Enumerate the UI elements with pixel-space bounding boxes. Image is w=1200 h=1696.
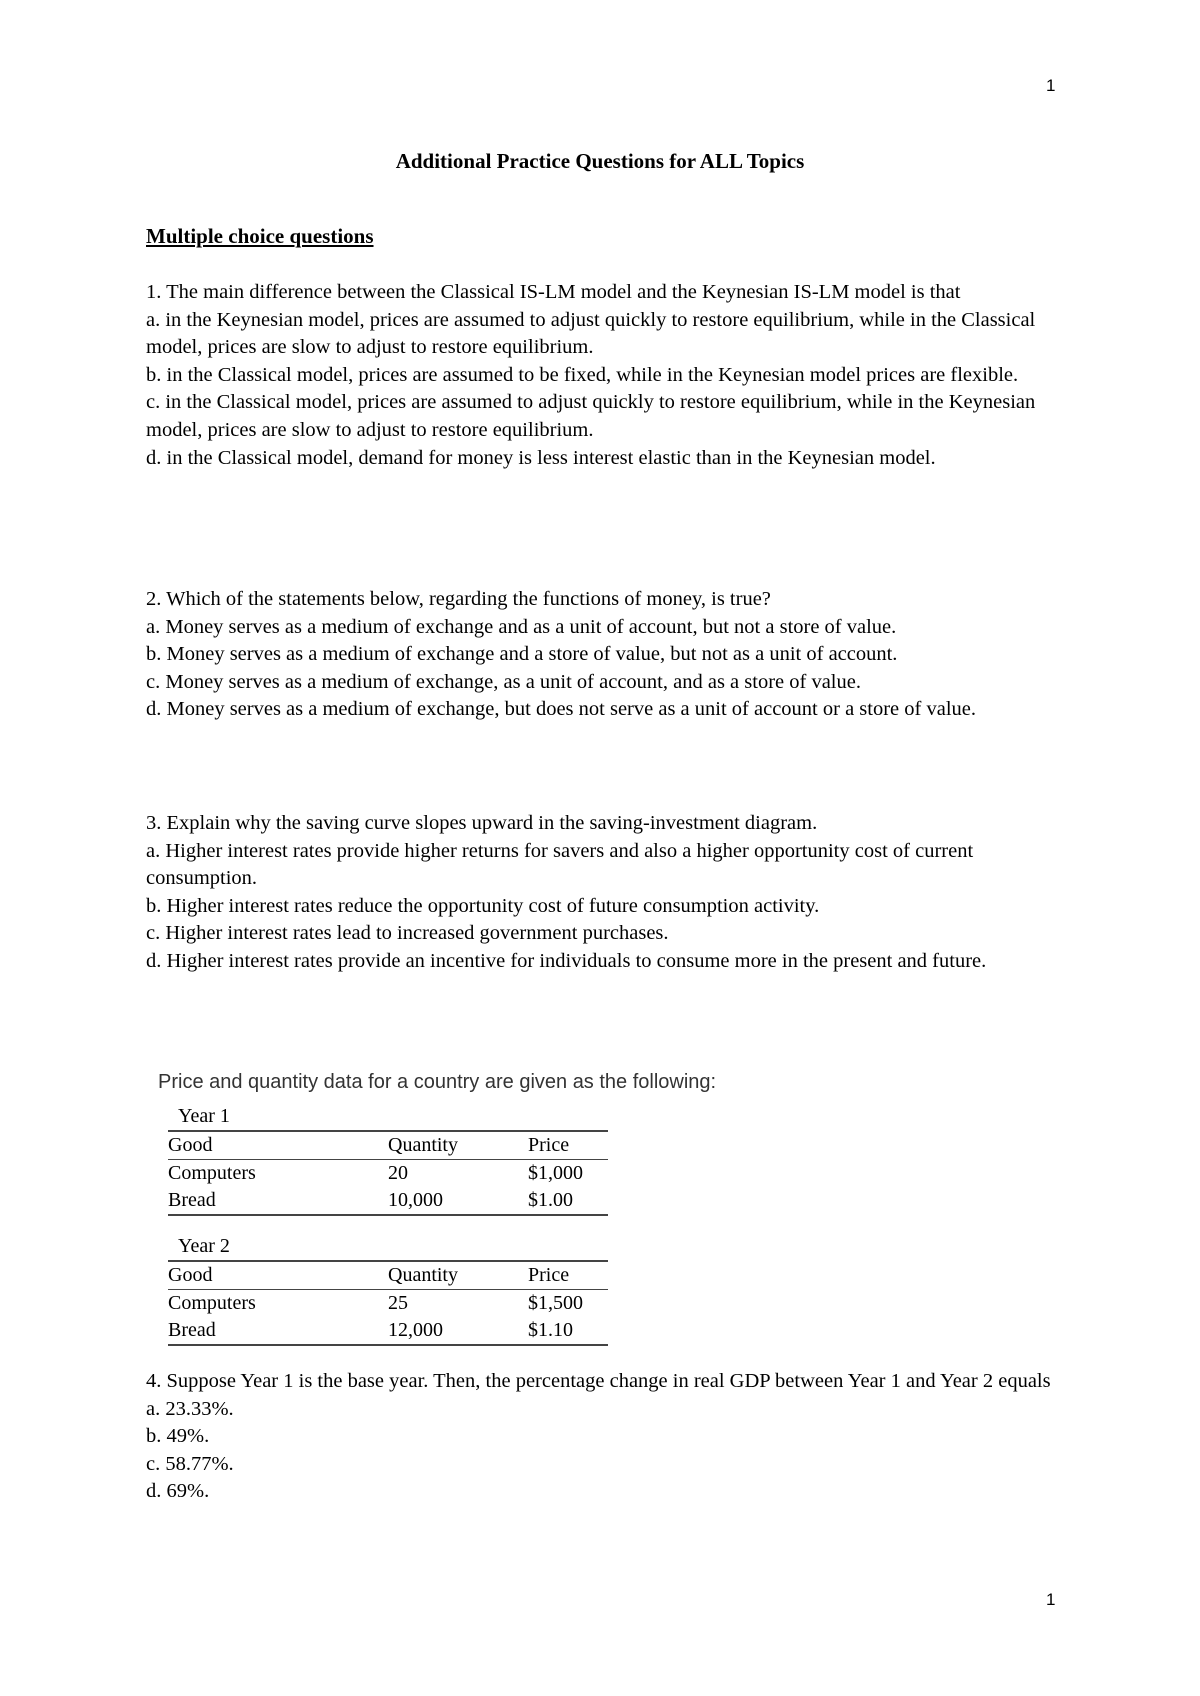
header-price: Price (528, 1134, 570, 1156)
option-c: c. 58.77%. (146, 1452, 234, 1475)
table-row (168, 1187, 608, 1214)
question-stem: 1. The main difference between the Classical IS-LM model and the Keynesian IS-LM model is that (146, 281, 961, 303)
cell-quantity: 10,000 (388, 1189, 443, 1211)
document-title: Additional Practice Questions for ALL Topics (395, 149, 805, 173)
option-a: a. in the Keynesian model, prices are assumed to adjust quickly to restore equilibrium, while in the Classical model, prices are slow to adjust to restore equilibrium. (146, 308, 1036, 359)
year-label: Year 1 (178, 1105, 230, 1127)
header-price: Price (528, 1264, 570, 1286)
question-stem: 3. Explain why the saving curve slopes upward in the saving-investment diagram. (146, 812, 818, 834)
cell-price: $1.00 (528, 1189, 573, 1211)
cell-price: $1.10 (528, 1319, 573, 1341)
option-b: b. Money serves as a medium of exchange and a store of value, but not as a unit of account. (146, 643, 898, 666)
option-b: b. in the Classical model, prices are assumed to be fixed, while in the Keynesian model prices are flexible. (146, 363, 1019, 386)
table-header-row (168, 1262, 608, 1290)
option-c: c. Higher interest rates lead to increased government purchases. (146, 922, 669, 945)
cell-good: Bread (168, 1319, 216, 1341)
question-2 (146, 586, 1066, 724)
table-header-row (168, 1132, 608, 1160)
year-label: Year 2 (178, 1235, 230, 1257)
header-good: Good (168, 1264, 213, 1286)
option-b: b. 49%. (146, 1425, 210, 1448)
question-1 (146, 279, 1066, 472)
question-stem: 4. Suppose Year 1 is the base year. Then, the percentage change in real GDP between Year 1 and Year 2 equals (146, 1370, 1051, 1392)
header-quantity: Quantity (388, 1264, 458, 1286)
option-a: a. 23.33%. (146, 1397, 234, 1420)
table-grid (168, 1260, 608, 1346)
year-1-table (168, 1102, 608, 1216)
table-row (168, 1290, 608, 1317)
cell-good: Bread (168, 1189, 216, 1211)
question-stem: 2. Which of the statements below, regarding the functions of money, is true? (146, 588, 771, 610)
cell-quantity: 20 (388, 1162, 408, 1184)
table-intro: Price and quantity data for a country are given as the following: (158, 1071, 717, 1093)
cell-quantity: 25 (388, 1292, 408, 1314)
option-d: d. 69%. (146, 1480, 210, 1503)
table-grid (168, 1130, 608, 1216)
option-d: d. in the Classical model, demand for money is less interest elastic than in the Keynesian model. (146, 446, 936, 469)
option-c: c. in the Classical model, prices are assumed to adjust quickly to restore equilibrium, while in the Keynesian model, prices are slow to adjust to restore equilibrium. (146, 391, 1036, 441)
cell-good: Computers (168, 1292, 256, 1314)
table-row (168, 1160, 608, 1187)
option-b: b. Higher interest rates reduce the opportunity cost of future consumption activity. (146, 894, 820, 917)
page-number-bottom: 1 (1046, 1590, 1056, 1609)
question-3 (146, 810, 1066, 976)
option-a: a. Money serves as a medium of exchange and as a unit of account, but not a store of value. (146, 615, 897, 638)
table-row (168, 1317, 608, 1344)
header-good: Good (168, 1134, 213, 1156)
section-heading: Multiple choice questions (146, 224, 374, 248)
option-d: d. Higher interest rates provide an incentive for individuals to consume more in the present and future. (146, 949, 987, 972)
cell-quantity: 12,000 (388, 1319, 443, 1341)
option-d: d. Money serves as a medium of exchange, but does not serve as a unit of account or a store of value. (146, 698, 976, 721)
year-2-table (168, 1232, 608, 1346)
cell-good: Computers (168, 1162, 256, 1184)
option-c: c. Money serves as a medium of exchange, as a unit of account, and as a store of value. (146, 670, 861, 693)
price-quantity-data (158, 1068, 758, 1346)
cell-price: $1,500 (528, 1292, 583, 1314)
header-quantity: Quantity (388, 1134, 458, 1156)
question-4 (146, 1368, 1066, 1506)
option-a: a. Higher interest rates provide higher returns for savers and also a higher opportunity cost of current consumption. (146, 839, 974, 890)
cell-price: $1,000 (528, 1162, 583, 1184)
page-number-top: 1 (1046, 76, 1056, 95)
